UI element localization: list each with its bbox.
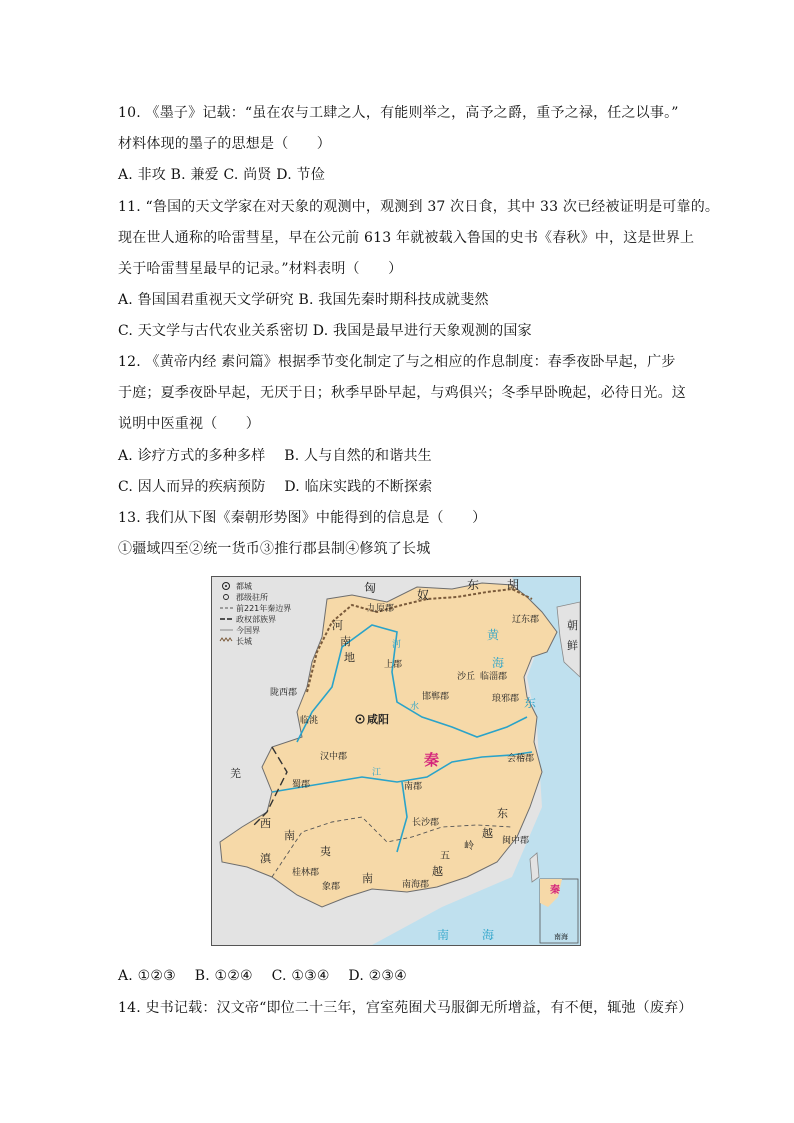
label-huanghai-1: 黄 [487, 628, 500, 642]
label-xi: 西 [260, 817, 271, 830]
label-nanhai-sea-1: 南 [437, 928, 450, 942]
label-henan-1: 河 [332, 619, 343, 632]
label-shaqiu: 沙丘 [457, 672, 476, 682]
label-yue-1: 越 [432, 865, 443, 878]
label-huanghai-2: 海 [492, 656, 505, 670]
q10-stem-line2: 材料体现的墨子的思想是（ ） [118, 136, 331, 152]
q11-stem-line2: 现在世人通称的哈雷彗星，早在公元前 613 年就被载入鲁国的史书《春秋》中，这是世界上 [118, 230, 695, 246]
q12-stem-line1: 12. 《黄帝内经 素问篇》根据季节变化制定了与之相应的作息制度：春季夜卧早起，广步 [118, 354, 676, 370]
inset-qin-label: 秦 [550, 885, 560, 896]
label-donghu-1: 东 [467, 578, 480, 592]
q10-options: A. 非攻 B. 兼爱 C. 尚贤 D. 节俭 [118, 167, 325, 183]
label-henan-2: 南 [340, 635, 351, 648]
taiwan-island [530, 853, 539, 882]
label-xiongnu-1: 匈 [364, 581, 377, 595]
q12-stem-line2: 于庭；夏季夜卧早起，无厌于日；秋季早卧早起，与鸡俱兴；冬季早卧晚起，必待日光。这 [118, 385, 686, 401]
label-nanjun: 南郡 [404, 782, 423, 792]
label-dong: 东 [497, 807, 508, 820]
label-nan-2: 南 [362, 872, 373, 885]
label-qiang: 羌 [230, 767, 241, 780]
label-yue-2: 越 [482, 827, 493, 840]
q12-stem-line3: 说明中医重视（ ） [118, 416, 260, 432]
label-river-he: 河 [392, 640, 402, 650]
q11-options-line1: A. 鲁国国君重视天文学研究 B. 我国先秦时期科技成就斐然 [118, 292, 489, 308]
label-kuaiji: 会稽郡 [507, 754, 535, 764]
legend-capital: 都城 [236, 582, 252, 591]
label-nan-1: 南 [284, 829, 295, 842]
label-dian: 滇 [260, 852, 271, 865]
label-donghai-1: 东 [524, 696, 537, 710]
q11-stem-line3: 关于哈雷彗星最早的记录。”材料表明（ ） [118, 261, 403, 277]
label-wu: 五 [440, 851, 450, 862]
label-changsha: 长沙郡 [412, 818, 440, 828]
q11-stem-line1: 11. “鲁国的天文学家在对天象的观测中，观测到 37 次日食，其中 33 次已经被证明是可靠的。 [118, 199, 720, 215]
label-yi: 夷 [320, 845, 331, 858]
q13-stem-line2: ①疆域四至②统一货币③推行郡县制④修筑了长城 [118, 541, 431, 557]
label-handan: 邯郸郡 [422, 692, 450, 702]
label-jiuyuan: 九原郡 [367, 604, 395, 614]
label-xiangjun: 象郡 [322, 882, 341, 892]
label-chaoxian-1: 朝 [567, 619, 578, 632]
label-xianyang: 咸阳 [367, 713, 389, 726]
label-qin: 秦 [424, 751, 440, 769]
legend-commandery: 郡级驻所 [236, 593, 268, 602]
label-river-jiang: 江 [372, 768, 382, 778]
label-lintao: 临洮 [300, 716, 319, 726]
label-minzhong: 闽中郡 [502, 836, 530, 846]
label-linzi: 临淄郡 [480, 672, 508, 682]
legend-modern-border: 今国界 [236, 626, 260, 635]
label-hanzhong: 汉中郡 [320, 752, 348, 762]
q13-options: A. ①②③ B. ①②④ C. ①③④ D. ②③④ [118, 968, 407, 984]
q13-stem-line1: 13. 我们从下图《秦朝形势图》中能得到的信息是（ ） [118, 510, 487, 526]
label-nanhai-sea-2: 海 [482, 928, 495, 942]
legend-pre221-border: 前221年秦边界 [236, 604, 292, 613]
q12-options-line2: C. 因人而异的疾病预防 D. 临床实践的不断探索 [118, 479, 433, 495]
label-xiongnu-2: 奴 [417, 588, 430, 602]
label-liaodong: 辽东郡 [512, 615, 540, 625]
label-shujun: 蜀郡 [292, 780, 311, 790]
label-guilin: 桂林郡 [292, 868, 320, 878]
q10-stem-line1: 10. 《墨子》记载：“虽在农与工肆之人，有能则举之，高予之爵，重予之禄，任之以事。” [118, 105, 679, 121]
south-sea-inset [540, 879, 578, 943]
q12-options-line1: A. 诊疗方式的多种多样 B. 人与自然的和谐共生 [118, 448, 432, 464]
label-langya: 琅邪郡 [492, 694, 520, 704]
legend-tribal-border: 政权部族界 [236, 615, 276, 624]
label-chaoxian-2: 鲜 [567, 639, 578, 652]
label-donghu-2: 胡 [507, 578, 520, 592]
legend-great-wall: 长城 [236, 637, 252, 646]
inset-nanhai-label: 南海 [554, 933, 568, 941]
label-longxi: 陇西郡 [270, 688, 298, 698]
label-nanhai-commandery: 南海郡 [402, 880, 430, 890]
label-ling: 岭 [464, 841, 474, 852]
q14-stem-line1: 14. 史书记载：汉文帝“即位二十三年，宫室苑囿犬马服御无所增益，有不便，辄弛（废弃） [118, 1000, 693, 1016]
label-river-shui: 水 [410, 702, 420, 712]
label-henan-3: 地 [344, 651, 355, 664]
qin-dynasty-map [211, 576, 581, 946]
q11-options-line2: C. 天文学与古代农业关系密切 D. 我国是最早进行天象观测的国家 [118, 323, 532, 339]
label-shangjun: 上郡 [384, 660, 403, 670]
